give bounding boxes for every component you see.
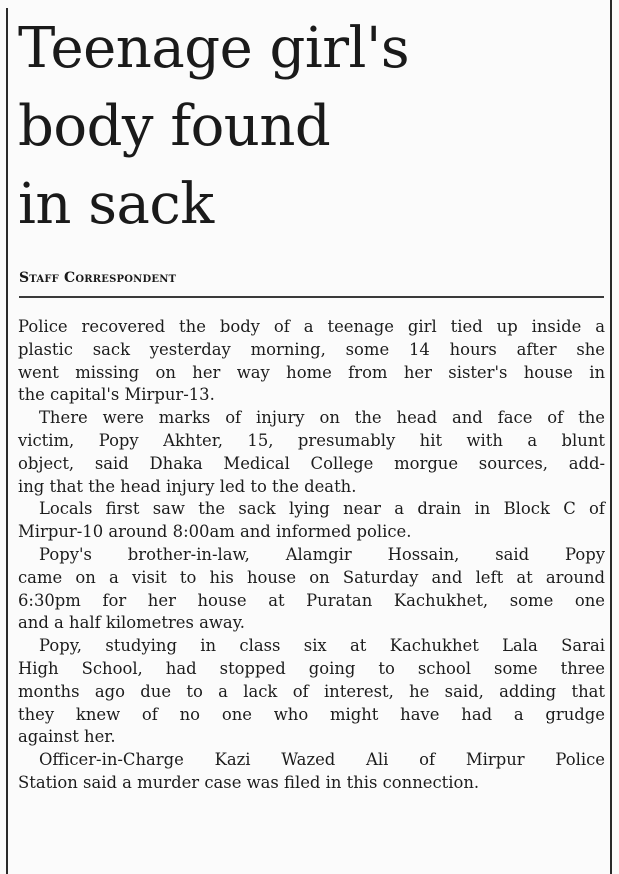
text-line: months ago due to a lack of interest, he said, adding that — [18, 681, 605, 701]
text-line: and a half kilometres away. — [18, 613, 245, 633]
text-line: they knew of no one who might have had a grudge — [18, 704, 605, 724]
paragraph — [18, 407, 605, 498]
text-line: went missing on her way home from her sister's house in — [18, 362, 605, 382]
byline-divider — [19, 296, 604, 298]
headline-line: body found — [18, 94, 331, 159]
text-line: Mirpur-10 around 8:00am and informed police. — [18, 522, 412, 542]
left-column-rule — [6, 8, 8, 874]
article-body — [18, 316, 605, 795]
text-line: Police recovered the body of a teenage girl tied up inside a — [18, 317, 605, 336]
text-line: against her. — [18, 727, 116, 747]
text-line: victim, Popy Akhter, 15, presumably hit with a blunt — [18, 430, 605, 450]
text-line: Popy, studying in class six at Kachukhet Lala Sarai — [39, 636, 605, 656]
text-line: There were marks of injury on the head and face of the — [39, 408, 605, 428]
paragraph — [18, 635, 605, 749]
headline — [18, 10, 608, 244]
byline: Staff Correspondent — [19, 270, 177, 286]
text-line: came on a visit to his house on Saturday and left at around — [18, 567, 605, 587]
text-line: High School, had stopped going to school some three — [18, 658, 605, 678]
text-line: 6:30pm for her house at Puratan Kachukhet, some one — [18, 590, 605, 610]
text-line: Locals first saw the sack lying near a drain in Block C of — [39, 499, 605, 519]
text-line: Popy's brother-in-law, Alamgir Hossain, said Popy — [39, 544, 605, 564]
paragraph — [18, 544, 605, 635]
paragraph — [18, 316, 605, 407]
text-line: Station said a murder case was filed in this connection. — [18, 772, 480, 792]
headline-line: Teenage girl's — [18, 16, 410, 81]
text-line: plastic sack yesterday morning, some 14 hours after she — [18, 339, 605, 359]
text-line: Officer-in-Charge Kazi Wazed Ali of Mirpur Police — [39, 750, 605, 770]
right-column-rule — [610, 0, 612, 874]
text-line: ing that the head injury led to the death. — [18, 476, 357, 496]
text-line: the capital's Mirpur-13. — [18, 385, 215, 405]
paragraph — [18, 749, 605, 795]
paragraph — [18, 498, 605, 544]
headline-line: in sack — [18, 172, 214, 237]
text-line: object, said Dhaka Medical College morgue sources, add- — [18, 453, 605, 473]
